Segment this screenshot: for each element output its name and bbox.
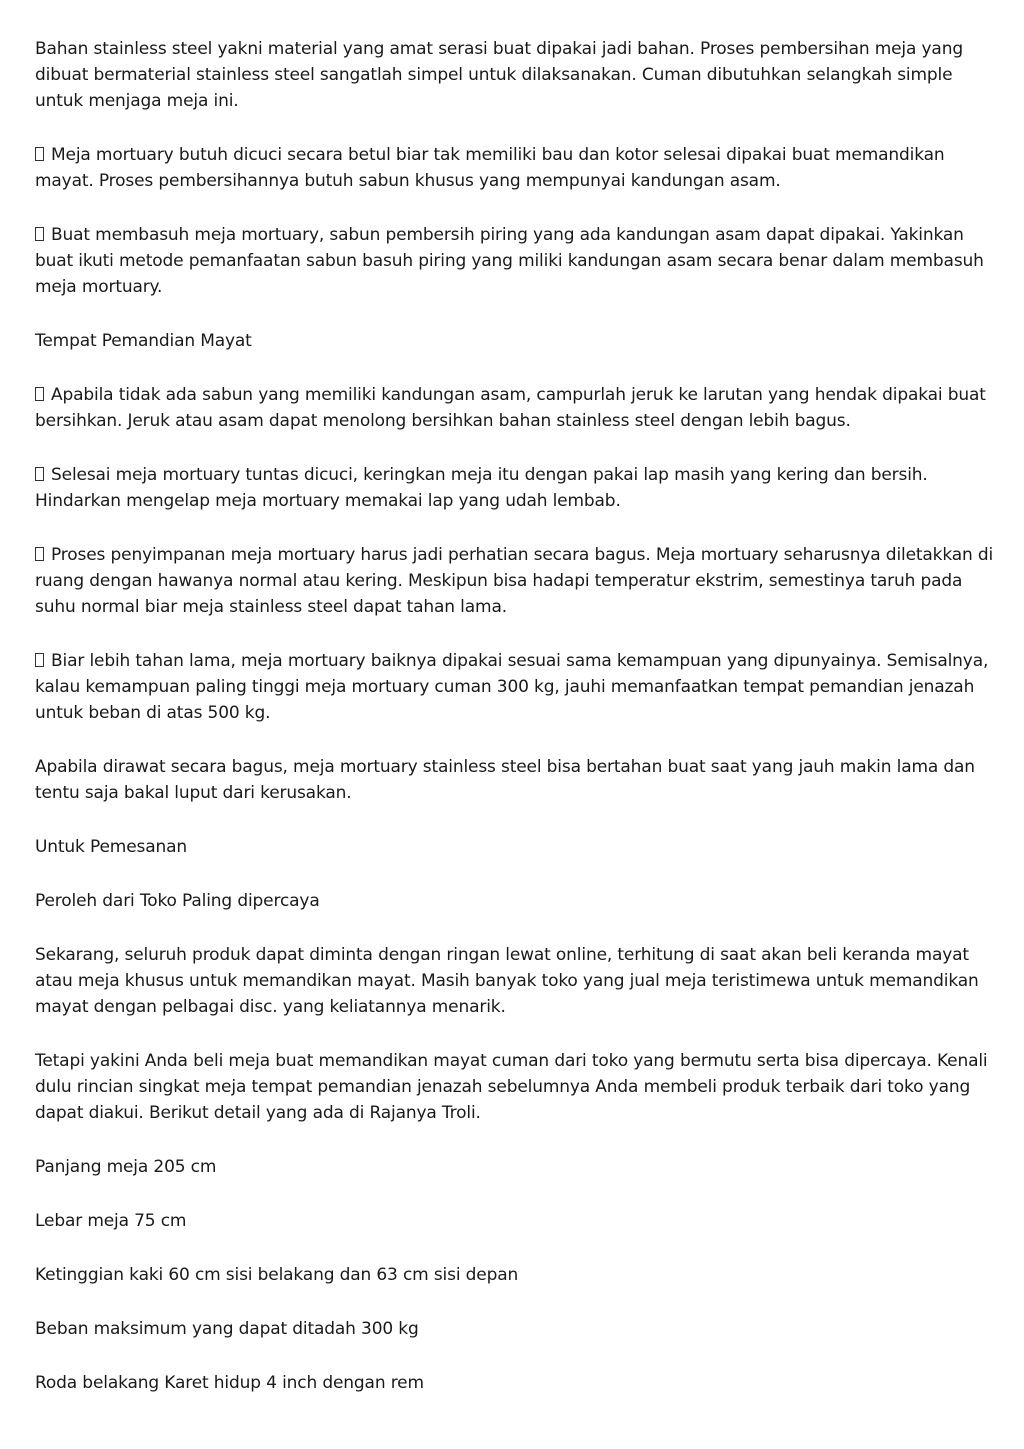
paragraph (35, 754, 995, 806)
paragraph (35, 1154, 995, 1180)
missing-glyph-bullet-icon (35, 547, 44, 561)
paragraph-text: Sekarang, seluruh produk dapat diminta dengan ringan lewat online, terhitung di saat akan beli keranda mayat atau meja khusus untuk memandikan mayat. Masih banyak toko yang jual meja teristimewa untuk memandikan mayat dengan pelbagai disc. yang keliatannya menarik. (35, 945, 979, 1017)
paragraph (35, 942, 995, 1020)
paragraph-text: Panjang meja 205 cm (35, 1157, 217, 1177)
paragraph-text: Biar lebih tahan lama, meja mortuary baiknya dipakai sesuai sama kemampuan yang dipunyainya. Semisalnya, kalau kemampuan paling tinggi meja mortuary cuman 300 kg, jauhi memanfaatkan tempat pemandian jenazah untuk beban di atas 500 kg. (35, 651, 989, 723)
paragraph-text: Beban maksimum yang dapat ditadah 300 kg (35, 1319, 419, 1339)
missing-glyph-bullet-icon (35, 227, 44, 241)
bullet-paragraph (35, 382, 995, 434)
paragraph-text: Bahan stainless steel yakni material yang amat serasi buat dipakai jadi bahan. Proses pembersihan meja yang dibuat bermaterial stainless steel sangatlah simpel untuk dilaksanakan. Cuman dibutuhkan selangkah simple untuk menjaga meja ini. (35, 39, 963, 111)
missing-glyph-bullet-icon (35, 653, 44, 667)
bullet-paragraph (35, 222, 995, 300)
paragraph-text: Peroleh dari Toko Paling dipercaya (35, 891, 320, 911)
bullet-paragraph (35, 462, 995, 514)
missing-glyph-bullet-icon (35, 467, 44, 481)
missing-glyph-bullet-icon (35, 147, 44, 161)
bullet-paragraph (35, 542, 995, 620)
document-page (35, 36, 995, 1424)
paragraph-text: Apabila dirawat secara bagus, meja mortuary stainless steel bisa bertahan buat saat yang jauh makin lama dan tentu saja bakal luput dari kerusakan. (35, 757, 975, 803)
paragraph (35, 888, 995, 914)
paragraph-text: Ketinggian kaki 60 cm sisi belakang dan 63 cm sisi depan (35, 1265, 519, 1285)
paragraph-text: Tempat Pemandian Mayat (35, 331, 252, 351)
paragraph-text: Selesai meja mortuary tuntas dicuci, keringkan meja itu dengan pakai lap masih yang kering dan bersih. Hindarkan mengelap meja mortuary memakai lap yang udah lembab. (35, 465, 928, 511)
paragraph-text: Lebar meja 75 cm (35, 1211, 187, 1231)
bullet-paragraph (35, 142, 995, 194)
missing-glyph-bullet-icon (35, 387, 44, 401)
paragraph (35, 1208, 995, 1234)
paragraph (35, 1048, 995, 1126)
paragraph (35, 1370, 995, 1396)
paragraph-text: Tetapi yakini Anda beli meja buat memandikan mayat cuman dari toko yang bermutu serta bisa dipercaya. Kenali dulu rincian singkat meja tempat pemandian jenazah sebelumnya Anda membeli produk terbaik dari toko yang dapat diakui. Berikut detail yang ada di Rajanya Troli. (35, 1051, 988, 1123)
bullet-paragraph (35, 648, 995, 726)
paragraph (35, 834, 995, 860)
paragraph-text: Buat membasuh meja mortuary, sabun pembersih piring yang ada kandungan asam dapat dipakai. Yakinkan buat ikuti metode pemanfaatan sabun basuh piring yang miliki kandungan asam secara benar dalam membasuh meja mortuary. (35, 225, 984, 297)
paragraph-text: Untuk Pemesanan (35, 837, 188, 857)
paragraph-text: Proses penyimpanan meja mortuary harus jadi perhatian secara bagus. Meja mortuary seharusnya diletakkan di ruang dengan hawanya normal atau kering. Meskipun bisa hadapi temperatur ekstrim, semestinya taruh pada suhu normal biar meja stainless steel dapat tahan lama. (35, 545, 994, 617)
paragraph (35, 1262, 995, 1288)
paragraph-text: Apabila tidak ada sabun yang memiliki kandungan asam, campurlah jeruk ke larutan yang hendak dipakai buat bersihkan. Jeruk atau asam dapat menolong bersihkan bahan stainless steel dengan lebih bagus. (35, 385, 986, 431)
paragraph (35, 328, 995, 354)
paragraph-text: Roda belakang Karet hidup 4 inch dengan rem (35, 1373, 424, 1393)
paragraph (35, 1316, 995, 1342)
paragraph (35, 36, 995, 114)
paragraph-text: Meja mortuary butuh dicuci secara betul biar tak memiliki bau dan kotor selesai dipakai buat memandikan mayat. Proses pembersihannya butuh sabun khusus yang mempunyai kandungan asam. (35, 145, 945, 191)
